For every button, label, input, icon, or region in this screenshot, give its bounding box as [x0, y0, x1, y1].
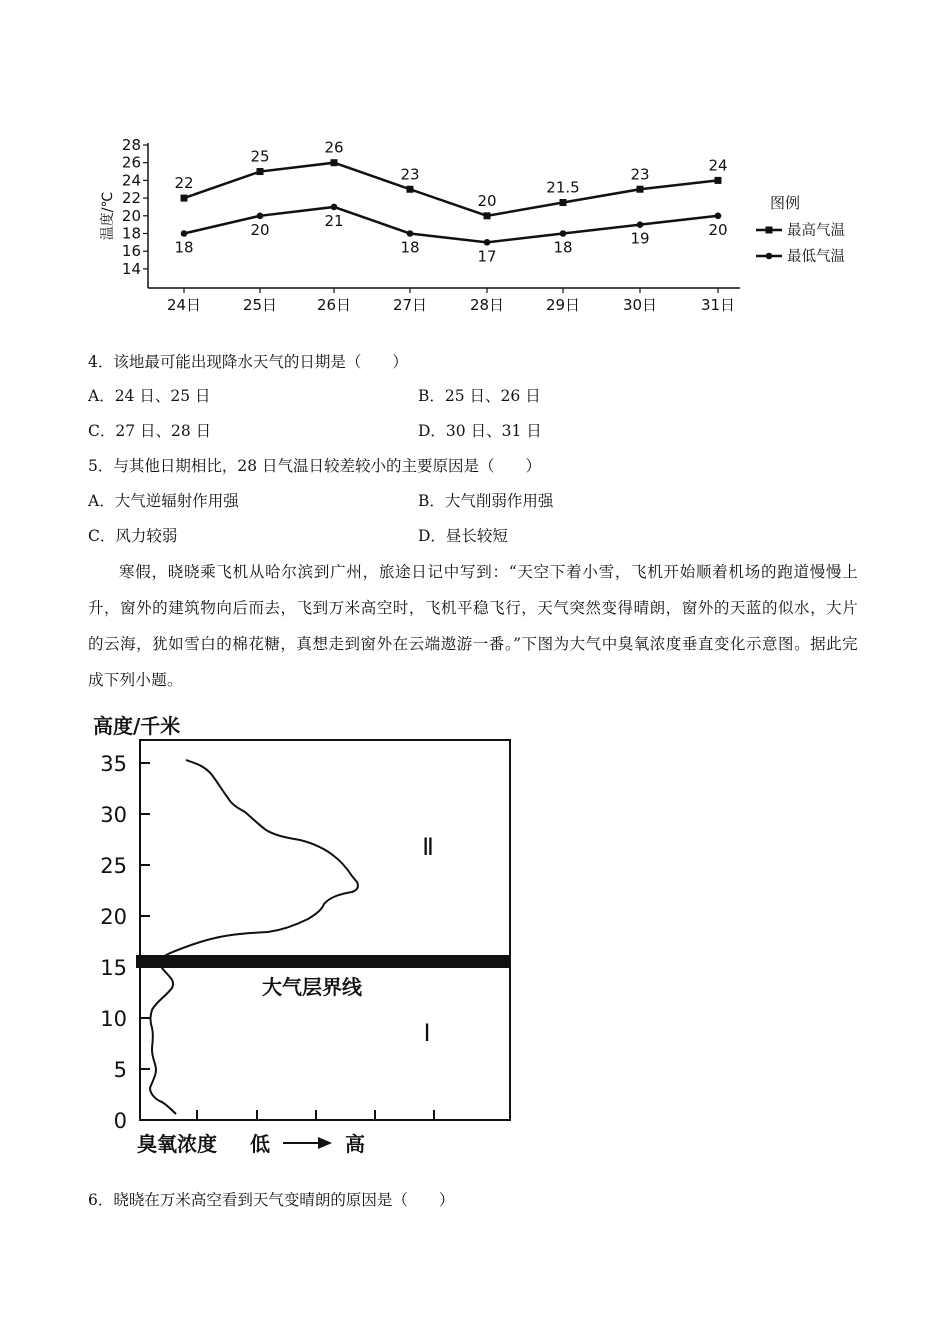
min-temperature-data-label: 20: [250, 220, 270, 239]
min-temperature-point: [407, 230, 414, 237]
temperature-x-tick-label: 27日: [392, 296, 428, 314]
max-temperature-point: [331, 159, 338, 166]
min-temperature-data-label: 18: [553, 238, 573, 257]
ozone-y-tick-label: 5: [113, 1058, 127, 1082]
ozone-axis-ticks: [100, 752, 434, 1133]
max-temperature-data-label: 20: [477, 191, 497, 210]
temperature-y-tick-label: 24: [121, 171, 141, 190]
temperature-x-tick-label: 31日: [700, 296, 736, 314]
legend-label-min: 最低气温: [787, 249, 845, 265]
question-6-stem: 6．晓晓在万米高空看到天气变晴朗的原因是（ ）: [88, 1191, 455, 1209]
max-temperature-data-label: 22: [174, 174, 194, 193]
temperature-y-axis-label: 温度/℃: [100, 191, 116, 241]
temperature-x-tick-label: 30日: [622, 296, 658, 314]
temperature-y-tick-label: 14: [121, 259, 141, 278]
min-temperature-point: [637, 221, 644, 228]
question-4-stem: 4．该地最可能出现降水天气的日期是（ ）: [88, 353, 408, 371]
region-label-upper: Ⅱ: [422, 833, 434, 861]
max-temperature-data-label: 24: [708, 156, 728, 175]
min-temperature-data-label: 18: [400, 238, 420, 257]
atmosphere-boundary-line: [136, 955, 510, 968]
ozone-y-tick-label: 10: [100, 1007, 127, 1031]
reading-passage: 寒假，晓晓乘飞机从哈尔滨到广州，旅途日记中写到：“天空下着小雪，飞机开始顺着机场的跑道慢慢上升，窗外的建筑物向后而去，飞到万米高空时，飞机平稳飞行，天气突然变得晴朗，窗外的天蓝的似水，大片的云海，犹如雪白的棉花糖，真想走到窗外在云端遨游一番。”下图为大气中臭氧浓度垂直变化示意图。据此完成下列小题。: [88, 563, 858, 689]
q4-option-a: A．24 日、25 日: [88, 387, 211, 405]
max-temperature-data-label: 23: [400, 165, 420, 184]
max-temperature-data-label: 23: [630, 165, 650, 184]
min-temperature-point: [560, 230, 567, 237]
q5-option-a: A．大气逆辐射作用强: [88, 492, 239, 510]
legend-label-max: 最高气温: [787, 223, 845, 239]
max-temperature-point: [181, 195, 188, 202]
ozone-chart: [0, 700, 950, 1170]
ozone-y-axis-label: 高度/千米: [93, 714, 181, 738]
q4-option-d: D．30 日、31 日: [418, 422, 542, 440]
ozone-concentration-curve: [150, 760, 358, 1114]
max-temperature-point: [560, 199, 567, 206]
min-temperature-point: [484, 239, 491, 246]
min-temperature-point: [257, 213, 264, 220]
temperature-y-tick-label: 26: [121, 153, 141, 172]
min-temperature-data-label: 17: [477, 247, 497, 266]
ozone-y-tick-label: 0: [113, 1109, 127, 1133]
legend-item-max: [756, 221, 845, 239]
ozone-y-tick-label: 35: [100, 752, 127, 776]
max-temperature-point: [484, 212, 491, 219]
min-temperature-data-label: 21: [324, 211, 344, 230]
max-temperature-data-label: 26: [324, 138, 344, 157]
legend-title: 图例: [770, 194, 801, 212]
ozone-x-low-label: 低: [250, 1132, 270, 1156]
min-temperature-point: [715, 213, 722, 220]
boundary-label: 大气层界线: [262, 975, 362, 999]
ozone-x-axis-label: 臭氧浓度: [137, 1132, 217, 1156]
temperature-x-tick-label: 26日: [316, 296, 352, 314]
temperature-y-tick-label: 18: [121, 224, 141, 243]
max-temperature-data-label: 25: [250, 147, 270, 166]
min-temperature-point: [331, 204, 338, 211]
temperature-chart: [0, 130, 950, 330]
temperature-y-tick-label: 22: [121, 189, 141, 208]
min-temperature-data-label: 18: [174, 238, 194, 257]
temperature-x-tick-label: 28日: [469, 296, 505, 314]
ozone-y-tick-label: 20: [100, 905, 127, 929]
max-temperature-point: [407, 186, 414, 193]
legend-item-min: [756, 248, 845, 265]
q4-option-c: C．27 日、28 日: [88, 422, 212, 440]
temperature-x-tick-label: 24日: [166, 296, 202, 314]
ozone-y-tick-label: 25: [100, 854, 127, 878]
ozone-y-tick-label: 15: [100, 956, 127, 980]
min-temperature-data-label: 20: [708, 220, 728, 239]
legend-square-marker: [766, 227, 773, 234]
min-temperature-point: [181, 230, 188, 237]
temperature-x-tick-label: 29日: [545, 296, 581, 314]
max-temperature-point: [257, 168, 264, 175]
min-temperature-data-label: 19: [630, 229, 650, 248]
max-temperature-data-label: 21.5: [546, 178, 580, 197]
ozone-x-high-label: 高: [345, 1132, 365, 1156]
temperature-x-tick-label: 25日: [242, 296, 278, 314]
temperature-chart-marks: [174, 139, 727, 266]
q5-option-c: C．风力较弱: [88, 527, 178, 545]
ozone-y-tick-label: 30: [100, 803, 127, 827]
max-temperature-point: [715, 177, 722, 184]
arrow-right-icon: [283, 1137, 332, 1149]
temperature-y-tick-label: 28: [121, 136, 141, 154]
q5-option-b: B．大气削弱作用强: [418, 492, 554, 510]
max-temperature-point: [637, 186, 644, 193]
question-5-stem: 5．与其他日期相比，28 日气温日较差较小的主要原因是（ ）: [88, 457, 542, 475]
region-label-lower: Ⅰ: [423, 1019, 431, 1047]
legend-circle-marker: [766, 253, 773, 260]
q4-option-b: B．25 日、26 日: [418, 387, 541, 405]
temperature-y-tick-label: 16: [121, 242, 141, 261]
ozone-plot-frame: [140, 740, 510, 1120]
temperature-y-tick-label: 20: [121, 206, 141, 225]
q5-option-d: D．昼长较短: [418, 527, 508, 545]
